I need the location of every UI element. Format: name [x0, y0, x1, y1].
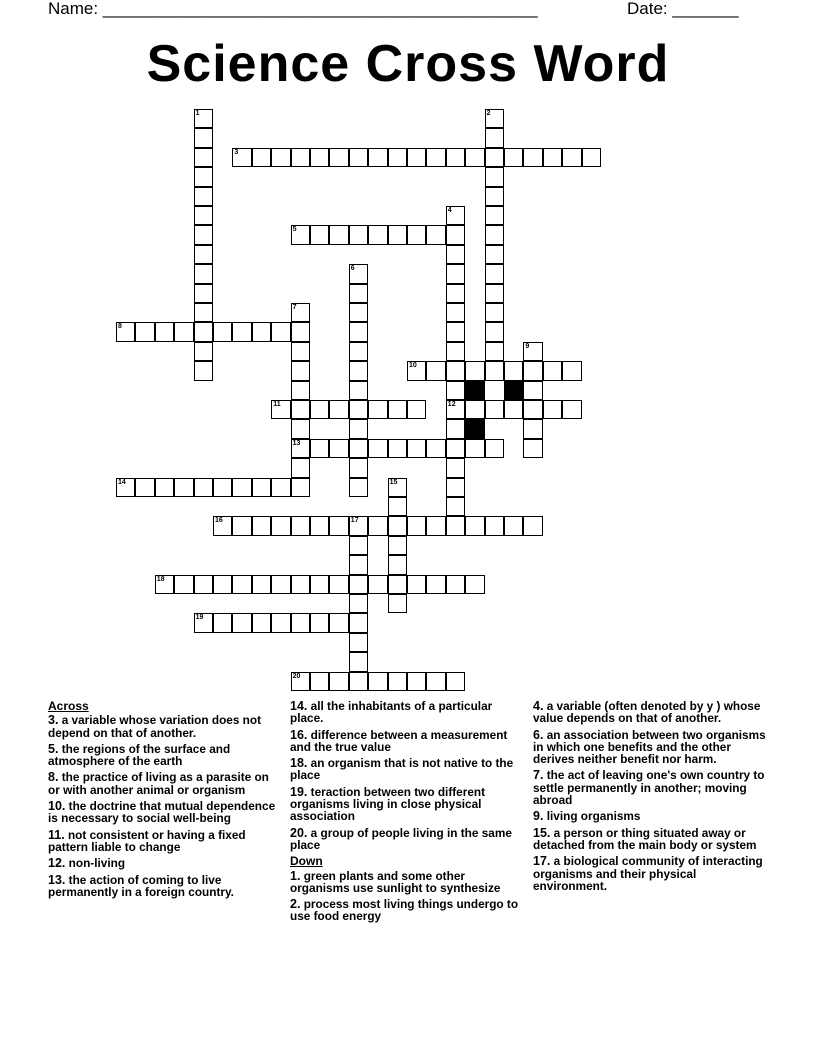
grid-cell[interactable] [446, 478, 465, 497]
grid-cell[interactable] [213, 516, 232, 535]
clue-number: 13 [292, 439, 301, 447]
grid-cell[interactable] [446, 361, 465, 380]
grid-cell[interactable] [135, 322, 154, 341]
grid-cell[interactable] [543, 148, 562, 167]
grid-cell[interactable] [407, 361, 426, 380]
clue-number-label: 8. [48, 770, 59, 785]
down-clue [533, 729, 768, 766]
clue-number: 12 [447, 401, 456, 408]
clue-number: 15 [389, 478, 398, 486]
grid-cell[interactable] [465, 148, 484, 167]
across-clue [48, 743, 283, 768]
grid-cell[interactable] [388, 575, 407, 594]
clue-number-label: 7. [533, 768, 544, 783]
grid-cell[interactable] [388, 439, 407, 458]
clue-text: an association between two organisms in which one benefits and the other derives neither benefit nor harm. [533, 727, 766, 767]
grid-cell[interactable] [310, 439, 329, 458]
grid-cell[interactable] [485, 128, 504, 147]
grid-cell[interactable] [194, 148, 213, 167]
grid-cell[interactable] [426, 575, 445, 594]
clue-number-label: 12. [48, 856, 66, 871]
grid-cell[interactable] [349, 361, 368, 380]
grid-cell[interactable] [116, 478, 135, 497]
clue-text: living organisms [543, 809, 641, 824]
down-clue [533, 769, 768, 806]
grid-cell[interactable] [291, 672, 310, 691]
grid-cell[interactable] [194, 361, 213, 380]
clue-number-label: 6. [533, 727, 544, 742]
grid-cell[interactable] [194, 187, 213, 206]
clue-text: a biological community of interacting organisms and their physical environment. [533, 854, 763, 893]
across-clue [290, 757, 525, 782]
grid-cell[interactable] [388, 594, 407, 613]
grid-cell[interactable] [349, 516, 368, 535]
clue-text: an organism that is not native to the place [290, 756, 514, 783]
grid-cell[interactable] [582, 148, 601, 167]
across-clue [290, 729, 525, 754]
grid-cell[interactable] [504, 400, 523, 419]
grid-cell[interactable] [349, 264, 368, 283]
clue-number: 18 [156, 575, 165, 583]
across-clue [290, 786, 525, 823]
grid-cell[interactable] [232, 322, 251, 341]
grid-cell[interactable] [329, 400, 348, 419]
grid-cell[interactable] [232, 575, 251, 594]
grid-cell[interactable] [232, 613, 251, 632]
black-square [465, 419, 485, 439]
clue-number: 19 [195, 614, 204, 622]
grid-cell[interactable] [368, 439, 387, 458]
grid-cell[interactable] [349, 381, 368, 400]
grid-cell[interactable] [485, 439, 504, 458]
grid-cell[interactable] [523, 419, 542, 438]
grid-cell[interactable] [368, 148, 387, 167]
grid-cell[interactable] [426, 225, 445, 244]
grid-cell[interactable] [485, 342, 504, 361]
grid-cell[interactable] [349, 342, 368, 361]
grid-cell[interactable] [329, 672, 348, 691]
grid-cell[interactable] [135, 478, 154, 497]
grid-cell[interactable] [446, 516, 465, 535]
clue-number-label: 11. [48, 827, 65, 842]
grid-cell[interactable] [194, 575, 213, 594]
grid-cell[interactable] [504, 516, 523, 535]
grid-cell[interactable] [523, 342, 542, 361]
grid-cell[interactable] [271, 516, 290, 535]
grid-cell[interactable] [446, 458, 465, 477]
grid-cell[interactable] [194, 478, 213, 497]
grid-cell[interactable] [485, 206, 504, 225]
black-square [465, 381, 485, 401]
grid-cell[interactable] [485, 303, 504, 322]
grid-cell[interactable] [271, 400, 290, 419]
grid-cell[interactable] [485, 167, 504, 186]
grid-cell[interactable] [446, 322, 465, 341]
across-clue [290, 700, 525, 725]
clue-text: difference between a measurement and the true value [290, 727, 508, 754]
clue-number-label: 18. [290, 756, 308, 771]
grid-cell[interactable] [485, 284, 504, 303]
grid-cell[interactable] [194, 322, 213, 341]
grid-cell[interactable] [446, 245, 465, 264]
grid-cell[interactable] [155, 322, 174, 341]
grid-cell[interactable] [194, 225, 213, 244]
clue-number: 6 [350, 265, 355, 273]
grid-cell[interactable] [329, 516, 348, 535]
grid-cell[interactable] [446, 439, 465, 458]
grid-cell[interactable] [485, 322, 504, 341]
grid-cell[interactable] [388, 497, 407, 516]
down-clue [533, 855, 768, 892]
grid-cell[interactable] [523, 439, 542, 458]
grid-cell[interactable] [407, 225, 426, 244]
grid-cell[interactable] [407, 672, 426, 691]
down-clue-list [290, 870, 525, 923]
grid-cell[interactable] [349, 652, 368, 671]
clue-number: 16 [215, 517, 223, 525]
down-heading: Down [290, 854, 323, 869]
grid-cell[interactable] [368, 400, 387, 419]
grid-cell[interactable] [291, 400, 310, 419]
clue-number: 4 [447, 207, 452, 214]
clue-number-label: 10. [48, 799, 66, 814]
grid-cell[interactable] [368, 225, 387, 244]
grid-cell[interactable] [349, 536, 368, 555]
across-clue [290, 827, 525, 852]
grid-cell[interactable] [349, 284, 368, 303]
grid-cell[interactable] [562, 400, 581, 419]
grid-cell[interactable] [155, 478, 174, 497]
grid-cell[interactable] [213, 322, 232, 341]
grid-cell[interactable] [291, 322, 310, 341]
grid-cell[interactable] [252, 478, 271, 497]
grid-cell[interactable] [446, 497, 465, 516]
grid-cell[interactable] [252, 148, 271, 167]
grid-cell[interactable] [485, 187, 504, 206]
grid-cell[interactable] [446, 303, 465, 322]
grid-cell[interactable] [523, 148, 542, 167]
clue-text: non-living [65, 856, 126, 871]
down-clue-list-continued [533, 700, 768, 892]
across-clue [48, 857, 283, 869]
grid-cell[interactable] [446, 575, 465, 594]
clue-number: 14 [118, 478, 126, 486]
grid-cell[interactable] [523, 516, 542, 535]
across-clue [48, 800, 283, 825]
grid-cell[interactable] [194, 206, 213, 225]
grid-cell[interactable] [426, 516, 445, 535]
clue-text: a variable (often denoted by y ) whose value depends on that of another. [533, 699, 761, 726]
grid-cell[interactable] [446, 672, 465, 691]
clue-number: 7 [292, 304, 297, 311]
grid-cell[interactable] [388, 478, 407, 497]
grid-cell[interactable] [291, 478, 310, 497]
grid-cell[interactable] [407, 400, 426, 419]
grid-cell[interactable] [349, 633, 368, 652]
clue-number: 8 [118, 323, 122, 331]
down-clue [290, 898, 525, 923]
across-clue [48, 771, 283, 796]
grid-cell[interactable] [329, 439, 348, 458]
clues-column-2 [290, 700, 525, 927]
clue-text: a person or thing situated away or detached from the main body or system [533, 825, 757, 852]
grid-cell[interactable] [252, 516, 271, 535]
grid-cell[interactable] [194, 284, 213, 303]
clue-number-label: 1. [290, 868, 301, 883]
grid-cell[interactable] [388, 672, 407, 691]
grid-cell[interactable] [349, 575, 368, 594]
grid-cell[interactable] [310, 225, 329, 244]
down-clue [533, 827, 768, 852]
grid-cell[interactable] [310, 575, 329, 594]
grid-cell[interactable] [446, 381, 465, 400]
clue-number-label: 15. [533, 825, 551, 840]
grid-cell[interactable] [485, 516, 504, 535]
grid-cell[interactable] [388, 225, 407, 244]
clue-number: 9 [525, 342, 530, 350]
grid-cell[interactable] [291, 419, 310, 438]
page-title: Science Cross Word [146, 35, 670, 93]
grid-cell[interactable] [155, 575, 174, 594]
grid-cell[interactable] [562, 148, 581, 167]
grid-cell[interactable] [485, 264, 504, 283]
clue-number: 1 [195, 110, 200, 117]
clue-number: 5 [292, 226, 297, 234]
grid-cell[interactable] [465, 575, 484, 594]
grid-cell[interactable] [543, 361, 562, 380]
grid-cell[interactable] [194, 342, 213, 361]
clue-number-label: 5. [48, 741, 59, 756]
grid-cell[interactable] [174, 575, 193, 594]
grid-cell[interactable] [349, 478, 368, 497]
grid-cell[interactable] [523, 361, 542, 380]
grid-cell[interactable] [271, 322, 290, 341]
grid-cell[interactable] [388, 400, 407, 419]
clue-text: the regions of the surface and atmosphere of the earth [48, 741, 231, 769]
grid-cell[interactable] [349, 672, 368, 691]
grid-cell[interactable] [329, 148, 348, 167]
clue-text: the action of coming to live permanently in a foreign country. [48, 872, 234, 899]
grid-cell[interactable] [194, 109, 213, 128]
grid-cell[interactable] [426, 148, 445, 167]
clue-number-label: 9. [533, 809, 544, 824]
grid-cell[interactable] [271, 575, 290, 594]
date-field-label: Date: _______ [627, 0, 739, 18]
clues-column-1 [48, 700, 283, 902]
grid-cell[interactable] [213, 575, 232, 594]
grid-cell[interactable] [349, 594, 368, 613]
across-clue [48, 874, 283, 899]
grid-cell[interactable] [329, 575, 348, 594]
grid-cell[interactable] [485, 245, 504, 264]
grid-cell[interactable] [407, 439, 426, 458]
grid-cell[interactable] [426, 361, 445, 380]
grid-cell[interactable] [310, 148, 329, 167]
grid-cell[interactable] [349, 555, 368, 574]
grid-cell[interactable] [213, 478, 232, 497]
grid-cell[interactable] [485, 109, 504, 128]
down-clue [533, 700, 768, 725]
clue-number-label: 13. [48, 872, 66, 887]
clues-column-3 [533, 700, 768, 896]
clue-text: a group of people living in the same place [290, 825, 512, 852]
grid-cell[interactable] [252, 322, 271, 341]
clue-number-label: 3. [48, 713, 59, 728]
across-clue-list [48, 714, 283, 898]
grid-cell[interactable] [465, 516, 484, 535]
clue-number-label: 16. [290, 727, 308, 742]
grid-cell[interactable] [291, 458, 310, 477]
clue-number: 3 [234, 148, 239, 156]
down-clue [533, 810, 768, 822]
grid-cell[interactable] [465, 361, 484, 380]
clue-number-label: 14. [290, 699, 308, 713]
across-clue-list-continued [290, 700, 525, 851]
clue-text: not consistent or having a fixed pattern liable to change [48, 827, 246, 854]
grid-cell[interactable] [407, 575, 426, 594]
grid-cell[interactable] [271, 148, 290, 167]
clue-text: the doctrine that mutual dependence is necessary to social well-being [48, 799, 276, 826]
grid-cell[interactable] [368, 516, 387, 535]
grid-cell[interactable] [291, 342, 310, 361]
grid-cell[interactable] [562, 361, 581, 380]
grid-cell[interactable] [194, 613, 213, 632]
clue-number-label: 17. [533, 854, 551, 869]
grid-cell[interactable] [310, 516, 329, 535]
black-square [504, 381, 524, 401]
clue-number-label: 20. [290, 825, 308, 840]
grid-cell[interactable] [368, 575, 387, 594]
clue-text: process most living things undergo to use food energy [290, 897, 519, 924]
grid-cell[interactable] [174, 322, 193, 341]
grid-cell[interactable] [329, 225, 348, 244]
grid-cell[interactable] [213, 613, 232, 632]
name-field-label: Name: ______________________________________________ [48, 0, 538, 18]
clue-number: 11 [273, 401, 281, 408]
grid-cell[interactable] [388, 148, 407, 167]
grid-cell[interactable] [271, 613, 290, 632]
grid-cell[interactable] [349, 303, 368, 322]
grid-cell[interactable] [349, 458, 368, 477]
grid-cell[interactable] [291, 575, 310, 594]
grid-cell[interactable] [407, 516, 426, 535]
grid-cell[interactable] [310, 672, 329, 691]
grid-cell[interactable] [523, 381, 542, 400]
grid-cell[interactable] [310, 613, 329, 632]
down-clue [290, 870, 525, 895]
grid-cell[interactable] [426, 439, 445, 458]
grid-cell[interactable] [349, 613, 368, 632]
grid-cell[interactable] [291, 303, 310, 322]
clue-number-label: 4. [533, 699, 544, 713]
grid-cell[interactable] [232, 478, 251, 497]
grid-cell[interactable] [504, 361, 523, 380]
grid-cell[interactable] [485, 148, 504, 167]
grid-cell[interactable] [310, 400, 329, 419]
grid-cell[interactable] [446, 264, 465, 283]
clue-text: all the inhabitants of a particular place. [290, 699, 493, 726]
grid-cell[interactable] [349, 322, 368, 341]
grid-cell[interactable] [446, 206, 465, 225]
grid-cell[interactable] [349, 439, 368, 458]
across-heading: Across [48, 699, 89, 713]
grid-cell[interactable] [426, 672, 445, 691]
grid-cell[interactable] [291, 225, 310, 244]
grid-cell[interactable] [368, 672, 387, 691]
grid-cell[interactable] [232, 148, 251, 167]
grid-cell[interactable] [194, 167, 213, 186]
clue-number: 2 [486, 110, 491, 117]
clue-number: 17 [350, 517, 359, 525]
grid-cell[interactable] [291, 439, 310, 458]
grid-cell[interactable] [252, 575, 271, 594]
grid-cell[interactable] [291, 148, 310, 167]
grid-cell[interactable] [446, 284, 465, 303]
grid-cell[interactable] [446, 148, 465, 167]
grid-cell[interactable] [388, 555, 407, 574]
grid-cell[interactable] [252, 613, 271, 632]
grid-cell[interactable] [388, 516, 407, 535]
grid-cell[interactable] [194, 303, 213, 322]
clue-text: the practice of living as a parasite on or with another animal or organism [48, 770, 269, 797]
across-clue [48, 829, 283, 854]
clue-text: the act of leaving one's own country to settle permanently in another; moving abroad [533, 768, 765, 808]
grid-cell[interactable] [271, 478, 290, 497]
grid-cell[interactable] [446, 400, 465, 419]
across-clue [48, 714, 283, 739]
grid-cell[interactable] [523, 400, 542, 419]
grid-cell[interactable] [194, 264, 213, 283]
grid-cell[interactable] [291, 361, 310, 380]
clue-number-label: 19. [290, 784, 308, 799]
grid-cell[interactable] [174, 478, 193, 497]
grid-cell[interactable] [329, 613, 348, 632]
grid-cell[interactable] [349, 225, 368, 244]
clue-text: teraction between two different organisms living in close physical association [290, 784, 486, 824]
grid-cell[interactable] [194, 245, 213, 264]
grid-cell[interactable] [446, 419, 465, 438]
grid-cell[interactable] [446, 342, 465, 361]
grid-cell[interactable] [291, 613, 310, 632]
grid-cell[interactable] [349, 400, 368, 419]
clue-number: 10 [409, 362, 417, 370]
grid-cell[interactable] [485, 361, 504, 380]
grid-cell[interactable] [291, 516, 310, 535]
grid-cell[interactable] [407, 148, 426, 167]
grid-cell[interactable] [446, 225, 465, 244]
clue-number-label: 2. [290, 897, 301, 912]
grid-cell[interactable] [349, 419, 368, 438]
grid-cell[interactable] [291, 381, 310, 400]
grid-cell[interactable] [194, 128, 213, 147]
grid-cell[interactable] [465, 439, 484, 458]
grid-cell[interactable] [388, 536, 407, 555]
grid-cell[interactable] [116, 322, 135, 341]
clue-text: green plants and some other organisms use sunlight to synthesize [290, 868, 501, 895]
grid-cell[interactable] [504, 148, 523, 167]
clue-number: 20 [292, 672, 301, 680]
clue-text: a variable whose variation does not depend on that of another. [48, 713, 262, 740]
grid-cell[interactable] [543, 400, 562, 419]
grid-cell[interactable] [232, 516, 251, 535]
grid-cell[interactable] [349, 148, 368, 167]
grid-cell[interactable] [465, 400, 484, 419]
grid-cell[interactable] [485, 225, 504, 244]
grid-cell[interactable] [485, 400, 504, 419]
